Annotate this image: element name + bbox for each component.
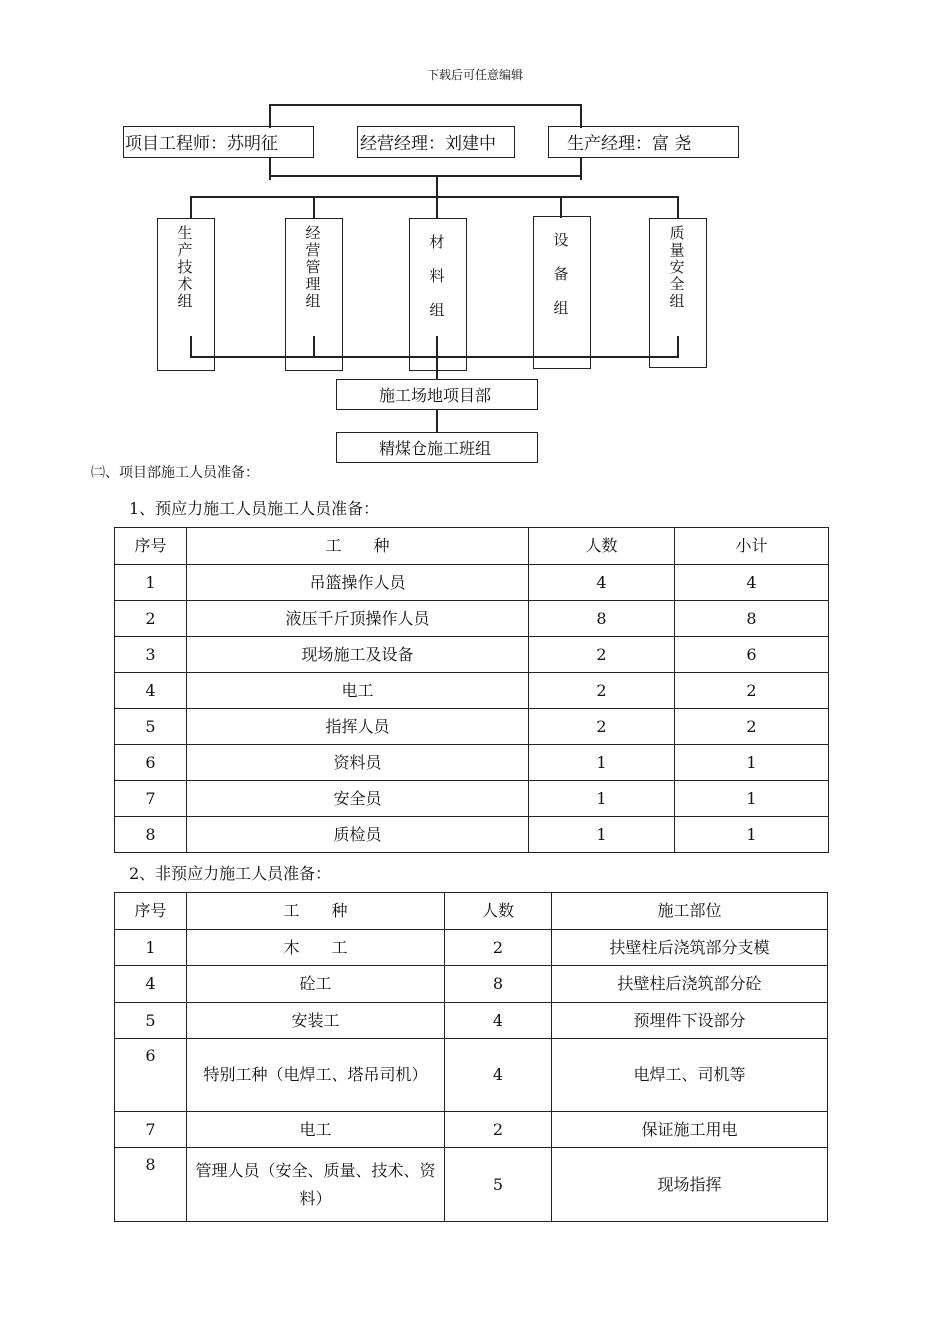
non-prestress-staff-table: [114, 892, 828, 1222]
table-cell: 8: [675, 601, 829, 637]
table-cell: 7: [115, 781, 187, 817]
table-header-cell: 小计: [675, 528, 829, 565]
connector-line: [560, 196, 562, 218]
table-cell: 现场指挥: [552, 1148, 828, 1222]
table-cell: 4: [445, 1039, 552, 1112]
org-box-business-manager: [357, 126, 515, 158]
connector-line: [436, 336, 438, 380]
connector-line: [190, 196, 678, 198]
org-vlabel: 设 备 组: [553, 231, 569, 317]
table-cell: 1: [115, 930, 187, 966]
table-cell: 1: [675, 817, 829, 853]
table-cell: 2: [529, 709, 675, 745]
table-row: [115, 1112, 828, 1148]
connector-line: [436, 410, 438, 432]
table-cell: 2: [675, 709, 829, 745]
org-label: 经营经理：刘建中: [360, 134, 496, 154]
table-row: [115, 637, 829, 673]
connector-line: [269, 104, 581, 106]
table-cell: 4: [445, 1003, 552, 1039]
table-cell: 6: [115, 1039, 187, 1112]
table1-heading: 1、预应力施工人员施工人员准备：: [129, 499, 380, 518]
table-cell: 1: [529, 817, 675, 853]
table-cell: 2: [445, 930, 552, 966]
connector-line: [677, 196, 679, 218]
connector-line: [269, 175, 581, 177]
connector-line: [313, 196, 315, 218]
connector-line: [269, 104, 271, 128]
table-row: [115, 781, 829, 817]
table-cell: 现场施工及设备: [187, 637, 529, 673]
table-cell: 7: [115, 1112, 187, 1148]
table-row: [115, 565, 829, 601]
table-header-cell: 人数: [529, 528, 675, 565]
table-row: [115, 745, 829, 781]
connector-line: [580, 158, 582, 180]
table-cell: 1: [529, 745, 675, 781]
table-row: [115, 709, 829, 745]
org-box-team: [336, 432, 538, 463]
section-heading: ㈡、项目部施工人员准备：: [91, 465, 259, 481]
table-cell: 3: [115, 637, 187, 673]
org-vlabel: 材 料 组: [429, 233, 445, 319]
table-cell: 2: [115, 601, 187, 637]
org-label: 精煤仓施工班组: [379, 439, 492, 458]
table-header-cell: 序号: [115, 528, 187, 565]
org-box-project-engineer: [123, 126, 314, 158]
table-header-cell: 施工部位: [552, 893, 828, 930]
table-row: [115, 1039, 828, 1112]
table-row: [115, 966, 828, 1003]
table-cell: 2: [529, 673, 675, 709]
table-cell: 指挥人员: [187, 709, 529, 745]
download-note: 下载后可任意编辑: [426, 68, 523, 82]
connector-line: [190, 356, 678, 358]
table-header-cell: 工 种: [187, 893, 445, 930]
table-cell: 资料员: [187, 745, 529, 781]
table-row: [115, 817, 829, 853]
org-vlabel: 质 量 安 全 组: [669, 224, 685, 310]
prestress-staff-table: [114, 527, 829, 853]
connector-line: [313, 336, 315, 358]
table-cell: 扶壁柱后浇筑部分砼: [552, 966, 828, 1003]
table-cell: 2: [445, 1112, 552, 1148]
connector-line: [580, 104, 582, 128]
connector-line: [269, 158, 271, 180]
table-row: [115, 673, 829, 709]
table-cell: 管理人员（安全、质量、技术、资料）: [187, 1148, 445, 1222]
table-header-row: [115, 893, 828, 930]
org-vlabel: 生 产 技 术 组: [177, 224, 193, 310]
table-cell: 砼工: [187, 966, 445, 1003]
table-cell: 电工: [187, 1112, 445, 1148]
table-row: [115, 1003, 828, 1039]
connector-line: [190, 336, 192, 358]
table-cell: 1: [675, 745, 829, 781]
connector-line: [436, 196, 438, 218]
table-cell: 安装工: [187, 1003, 445, 1039]
table-cell: 扶壁柱后浇筑部分支模: [552, 930, 828, 966]
table-cell: 4: [115, 673, 187, 709]
table-cell: 6: [115, 745, 187, 781]
table-cell: 质检员: [187, 817, 529, 853]
table-cell: 2: [675, 673, 829, 709]
org-vlabel: 经 营 管 理 组: [305, 224, 321, 310]
table-cell: 预埋件下设部分: [552, 1003, 828, 1039]
table-cell: 8: [115, 817, 187, 853]
table-cell: 安全员: [187, 781, 529, 817]
table-cell: 5: [445, 1148, 552, 1222]
org-label: 施工场地项目部: [379, 386, 492, 405]
org-label: 项目工程师：苏明征: [125, 134, 278, 154]
connector-line: [436, 175, 438, 197]
table-cell: 8: [445, 966, 552, 1003]
table2-heading: 2、非预应力施工人员准备：: [129, 864, 332, 883]
org-box-production-tech-group: [157, 218, 215, 371]
table-cell: 液压千斤顶操作人员: [187, 601, 529, 637]
table-header-row: [115, 528, 829, 565]
table-cell: 8: [529, 601, 675, 637]
table-cell: 电工: [187, 673, 529, 709]
table-cell: 吊篮操作人员: [187, 565, 529, 601]
connector-line: [677, 336, 679, 358]
table-row: [115, 930, 828, 966]
table-header-cell: 人数: [445, 893, 552, 930]
table-cell: 4: [529, 565, 675, 601]
table-cell: 1: [115, 565, 187, 601]
table-row: [115, 1148, 828, 1222]
table-cell: 2: [529, 637, 675, 673]
table-cell: 木 工: [187, 930, 445, 966]
table-header-cell: 序号: [115, 893, 187, 930]
table-cell: 5: [115, 709, 187, 745]
connector-line: [190, 196, 192, 218]
table-cell: 8: [115, 1148, 187, 1222]
table-cell: 保证施工用电: [552, 1112, 828, 1148]
table-cell: 1: [529, 781, 675, 817]
table-row: [115, 601, 829, 637]
table-cell: 5: [115, 1003, 187, 1039]
org-box-materials-group: [409, 218, 467, 371]
table-cell: 1: [675, 781, 829, 817]
table-cell: 电焊工、司机等: [552, 1039, 828, 1112]
table-cell: 6: [675, 637, 829, 673]
table-cell: 4: [115, 966, 187, 1003]
org-label: 生产经理：富 尧: [567, 134, 692, 154]
org-box-production-manager: [548, 126, 739, 158]
table-cell: 4: [675, 565, 829, 601]
org-box-site-dept: [336, 379, 538, 410]
table-header-cell: 工 种: [187, 528, 529, 565]
table-cell: 特别工种（电焊工、塔吊司机）: [187, 1039, 445, 1112]
org-box-equipment-group: [533, 216, 591, 369]
